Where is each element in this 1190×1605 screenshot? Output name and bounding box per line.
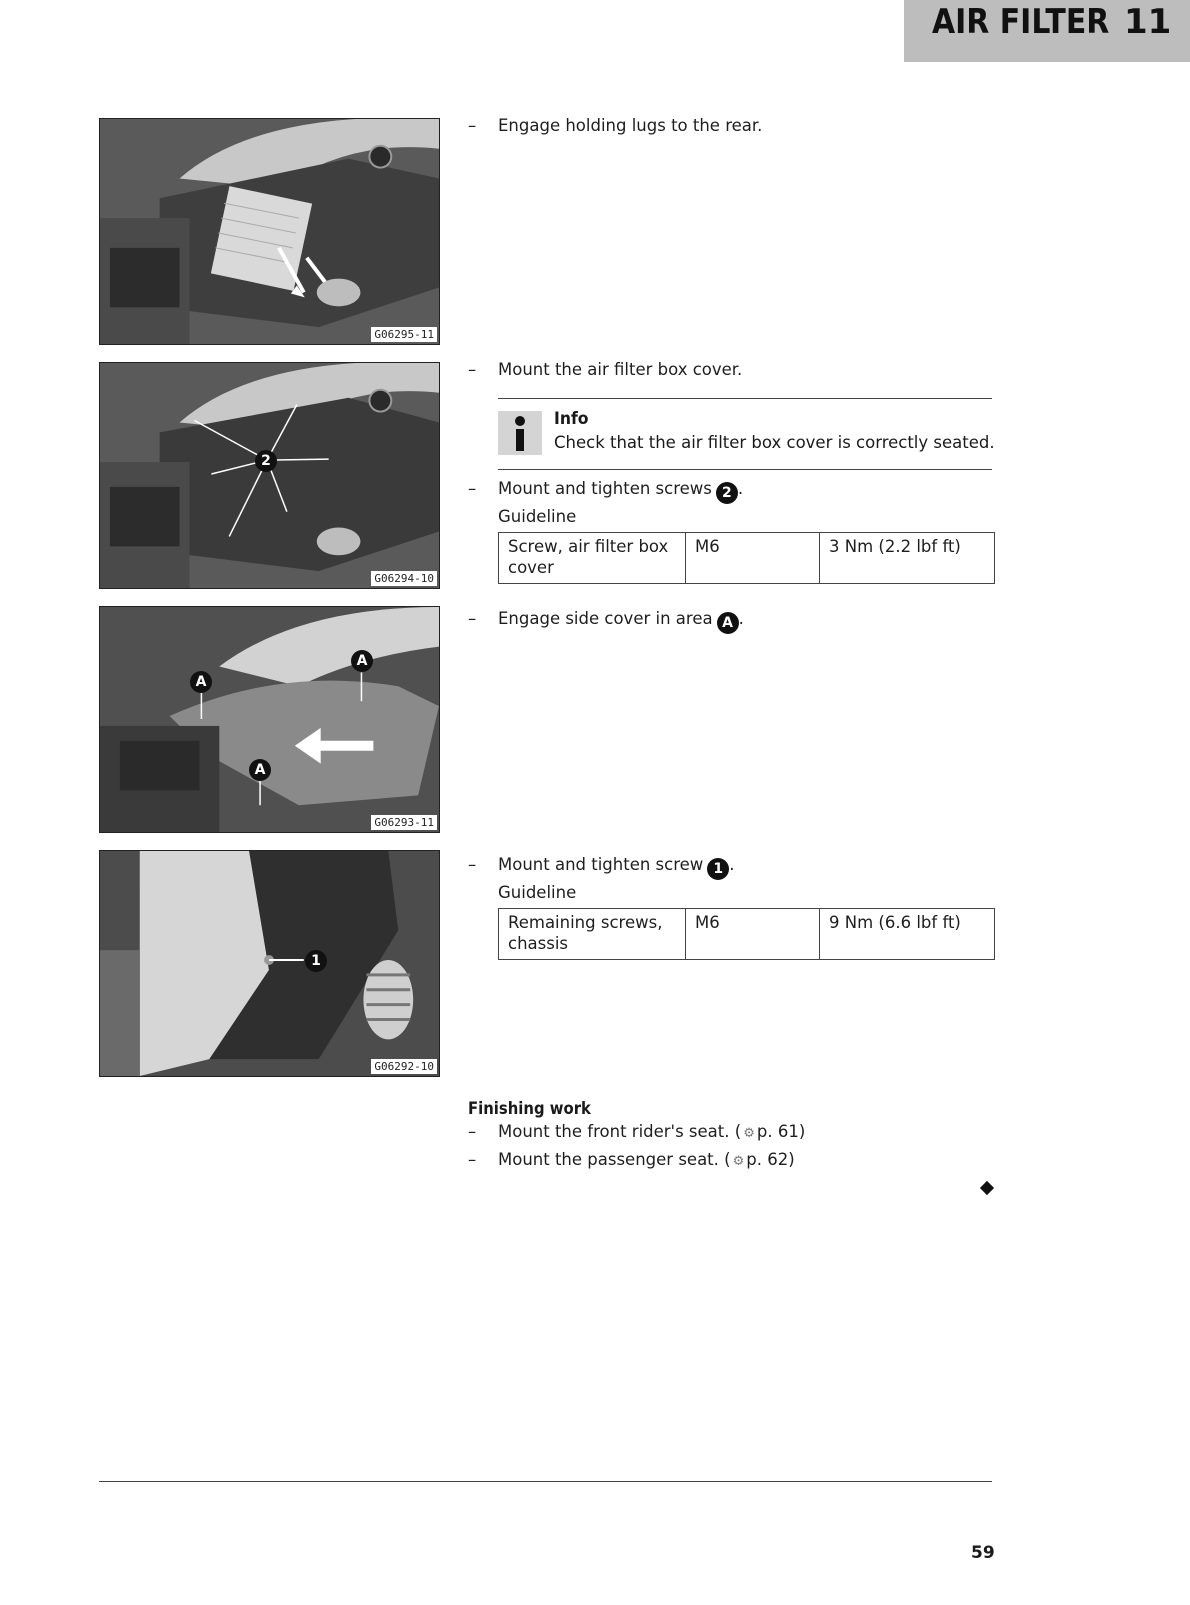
callout-marker-a: A: [351, 650, 373, 672]
page-reference-link[interactable]: p. 61): [756, 1122, 806, 1141]
step-text: Mount and tighten screws: [498, 479, 712, 498]
step-text: Mount and tighten screw: [498, 855, 704, 874]
page-reference-icon: ⚙: [732, 1154, 745, 1169]
step-text: Mount the front rider's seat. (: [498, 1122, 742, 1141]
step-text: Engage holding lugs to the rear.: [498, 116, 763, 135]
page-number: 59: [971, 1543, 995, 1563]
step-text: Mount the passenger seat. (: [498, 1150, 731, 1169]
step-suffix: .: [737, 479, 744, 498]
guideline-table-cover-screw: [498, 532, 995, 584]
figure-code: G06292-10: [371, 1059, 437, 1074]
guideline-label: Guideline: [498, 507, 577, 526]
step-dash: –: [468, 1122, 477, 1141]
photo-chassis-screw: [99, 850, 440, 1077]
step-text: Engage side cover in area: [498, 609, 713, 628]
callout-marker-a: A: [249, 759, 271, 781]
step-dash: –: [468, 609, 477, 628]
callout-marker-1: 1: [707, 858, 729, 880]
figure-code: G06295-11: [371, 327, 437, 342]
chapter-number: 11: [1124, 2, 1172, 42]
step-dash: –: [468, 855, 477, 874]
photo-holding-lugs: [99, 118, 440, 345]
callout-marker-2: 2: [716, 482, 738, 504]
guideline-table-chassis-screw: [498, 908, 995, 960]
table-cell-thread: M6: [686, 909, 820, 960]
callout-marker-a: A: [190, 671, 212, 693]
photo-side-cover: [99, 606, 440, 833]
step-dash: –: [468, 479, 477, 498]
table-cell-torque: 9 Nm (6.6 lbf ft): [820, 909, 995, 960]
figure-code: G06293-11: [371, 815, 437, 830]
step-dash: –: [468, 116, 477, 135]
guideline-label: Guideline: [498, 883, 577, 902]
chapter-title: AIR FILTER: [932, 2, 1110, 42]
callout-marker-2: 2: [255, 450, 277, 472]
table-cell-thread: M6: [686, 533, 820, 584]
finishing-work-title: Finishing work: [468, 1099, 591, 1118]
callout-marker-a: A: [717, 612, 739, 634]
page-reference-link[interactable]: p. 62): [746, 1150, 795, 1169]
footer-divider: [99, 1481, 992, 1482]
table-cell-torque: 3 Nm (2.2 lbf ft): [820, 533, 995, 584]
step-suffix: .: [738, 609, 744, 628]
page-reference-icon: ⚙: [743, 1126, 755, 1141]
info-text: Check that the air filter box cover is correctly seated.: [554, 433, 995, 452]
figure-code: G06294-10: [371, 571, 437, 586]
callout-marker-1: 1: [305, 950, 327, 972]
info-title: Info: [554, 409, 589, 429]
table-cell-item: Remaining screws, chassis: [499, 909, 686, 960]
table-cell-item: Screw, air filter box cover: [499, 533, 686, 584]
step-dash: –: [468, 1150, 477, 1169]
step-dash: –: [468, 360, 477, 379]
step-text: Mount the air filter box cover.: [498, 360, 743, 379]
info-box: [498, 398, 995, 470]
info-icon: [498, 411, 542, 455]
photo-air-filter-box-cover: [99, 362, 440, 589]
end-of-section-icon: [980, 1181, 994, 1195]
step-suffix: .: [729, 855, 735, 874]
